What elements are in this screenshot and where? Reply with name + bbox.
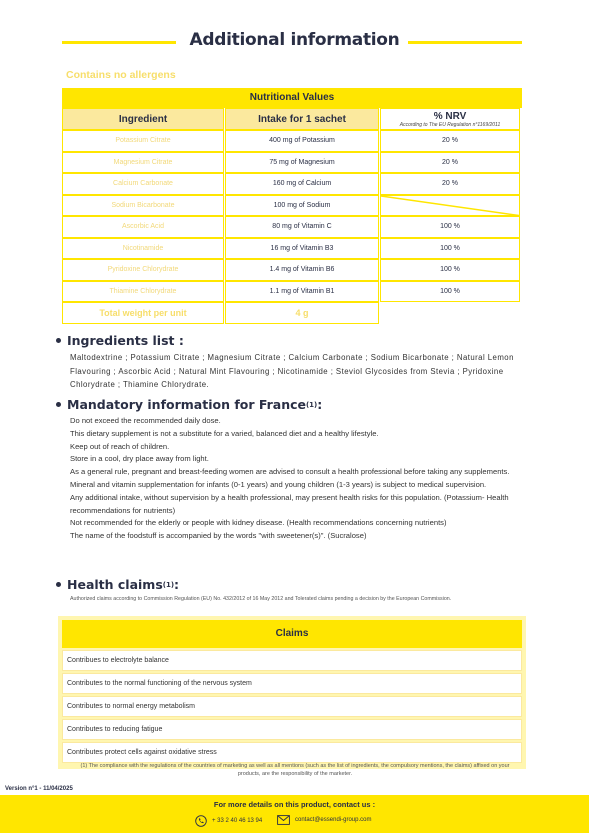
health-section [56,577,526,604]
page-title: Additional information [189,30,400,50]
claim-row: Contributes to the normal functioning of the nervous system [62,673,522,694]
nutrition-rows [62,130,522,302]
mandatory-heading-suffix: : [317,397,323,412]
cell-ingredient: Calcium Carbonate [62,173,224,195]
mail-icon [277,815,290,825]
table-row [62,195,522,217]
cell-intake: 1.4 mg of Vitamin B6 [225,259,379,281]
cell-ingredient: Thiamine Chlorydrate [62,281,224,303]
cell-nrv: 100 % [380,259,520,281]
nutrition-total-row [62,302,522,324]
cell-ingredient: Magnesium Citrate [62,152,224,174]
cell-intake: 16 mg of Vitamin B3 [225,238,379,260]
total-value: 4 g [225,302,379,324]
table-row [62,152,522,174]
table-row [62,238,522,260]
mandatory-heading [56,397,526,412]
health-note: Authorized claims according to Commission Regulation (EU) No. 432/2012 of 16 May 2012 and Tolerated claims pending a decision by the European Commission. [70,596,452,602]
cell-nrv: 20 % [380,130,520,152]
cell-nrv: 100 % [380,238,520,260]
ingredients-heading-text: Ingredients list : [67,333,184,348]
bullet-icon [56,402,61,407]
title-right-rule [408,41,522,44]
mandatory-line: As a general rule, pregnant and breast-feeding women are advised to consult a health professional before taking any supplements. [70,467,510,477]
email-address: contact@essendi-group.com [295,817,372,823]
cell-nrv: 20 % [380,173,520,195]
claim-row: Contribues to electrolyte balance [62,650,522,671]
title-row [0,30,589,54]
ingredients-text: Maltodextrine ; Potassium Citrate ; Magnesium Citrate ; Calcium Carbonate ; Sodium Bicarbonate ; Natural Lemon Flavouring ; Ascorbic Acid ; Natural Mint Flavouring ; Nicotinamide ; Steviol Glycosides from Stevia ; Pyridoxine Chlorydrate ; Thiamine Chlorydrate. [70,353,514,389]
claims-rows [62,650,522,763]
total-label: Total weight per unit [62,302,224,324]
mandatory-line: Any additional intake, without supervision by a health professional, may present health risks for this population. (Potassium- Health recommendations for nutrients) [70,492,509,515]
claims-table [58,616,526,769]
ingredients-heading [56,333,526,348]
mandatory-heading-sup: (1) [305,400,318,409]
cell-nrv [380,195,520,217]
claim-row: Contributes to reducing fatigue [62,719,522,740]
cell-ingredient: Nicotinamide [62,238,224,260]
version-label: Version n°1 - 11/04/2025 [5,786,73,792]
mandatory-line: This dietary supplement is not a substitute for a varied, balanced diet and a healthy lifestyle. [70,428,379,438]
header-nrv [380,108,520,130]
cell-ingredient: Ascorbic Acid [62,216,224,238]
footer-title: For more details on this product, contact us : [213,800,376,809]
cell-nrv: 100 % [380,216,520,238]
nutrition-table-title: Nutritional Values [62,88,522,108]
phone-icon [195,815,207,827]
cell-intake: 100 mg of Sodium [225,195,379,217]
cell-intake: 1.1 mg of Vitamin B1 [225,281,379,303]
header-nrv-note: According to The EU Regulation n°1169/2011 [399,121,501,128]
bullet-icon [56,338,61,343]
mandatory-line: Do not exceed the recommended daily dose. [70,416,221,425]
mandatory-line: Not recommended for the elderly or people with kidney disease. (Health recommendations concerning nutrients) [70,518,447,528]
footer-email[interactable] [277,815,371,825]
health-heading-text: Health claims [67,577,163,592]
bullet-icon [56,582,61,587]
cell-ingredient: Potassium Citrate [62,130,224,152]
cell-intake: 160 mg of Calcium [225,173,379,195]
cell-intake: 400 mg of Potassium [225,130,379,152]
health-heading [56,577,526,592]
allergens-note: Contains no allergens [66,69,176,81]
mandatory-heading-text: Mandatory information for France [67,397,306,412]
cell-intake: 75 mg of Magnesium [225,152,379,174]
ingredients-section [56,333,526,392]
table-row [62,281,522,303]
table-row [62,259,522,281]
header-nrv-label: % NRV [433,110,467,122]
cell-intake: 80 mg of Vitamin C [225,216,379,238]
footer-phone[interactable] [195,815,262,827]
mandatory-section [56,397,526,543]
table-row [62,173,522,195]
mandatory-line: Mineral and vitamin supplementation for infants (0-1 years) and young children (1-3 years) is subject to medical supervision. [70,479,487,489]
health-heading-suffix: : [174,577,180,592]
header-intake: Intake for 1 sachet [225,108,379,130]
cell-ingredient: Sodium Bicarbonate [62,195,224,217]
cell-nrv: 100 % [380,281,520,303]
claim-row: Contributes to normal energy metabolism [62,696,522,717]
cell-nrv: 20 % [380,152,520,174]
nutrition-table [62,88,522,324]
table-row [62,216,522,238]
cell-ingredient: Pyridoxine Chlorydrate [62,259,224,281]
header-ingredient: Ingredient [62,108,224,130]
footer [0,795,589,833]
footnote: (1) The compliance with the regulations of the countries of marketing as well as all mentions (such as the list of ingredients, the compulsory mentions, the claims) affixed on your products, are the responsibility of the marketer. [80,763,510,777]
nutrition-header-row [62,108,522,130]
health-heading-sup: (1) [162,580,175,589]
claim-row: Contributes protect cells against oxidative stress [62,742,522,763]
claims-title: Claims [62,620,522,648]
mandatory-line: The name of the foodstuff is accompanied by the words "with sweetener(s)". (Sucralose) [70,531,367,541]
mandatory-lines [56,415,526,543]
phone-number: + 33 2 40 46 13 94 [212,818,263,824]
mandatory-line: Store in a cool, dry place away from light. [70,454,209,464]
mandatory-line: Keep out of reach of children. [70,441,170,451]
table-row [62,130,522,152]
